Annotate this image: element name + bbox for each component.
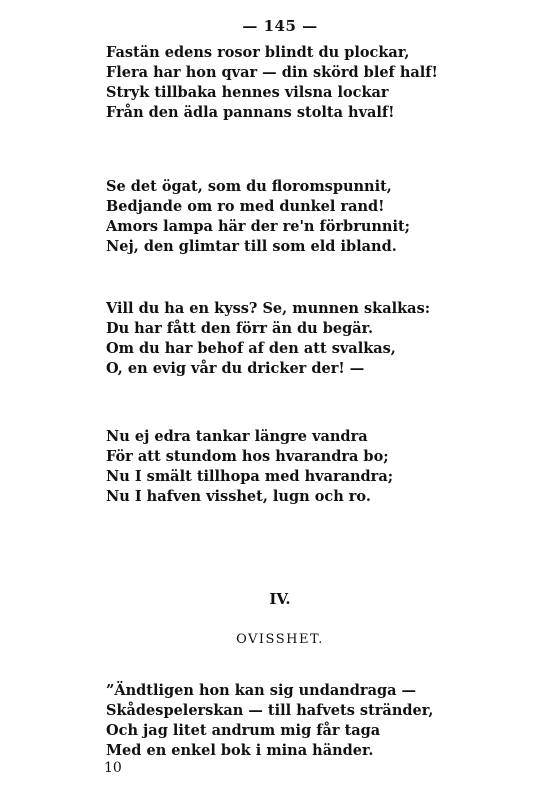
verse-line: Flera har hon qvar — din skörd blef half! — [106, 64, 438, 81]
verse-line: Stryk tillbaka hennes vilsna lockar — [106, 84, 389, 101]
section-title: OVISSHET. — [236, 632, 324, 647]
verse-line: Nu ej edra tankar längre vandra — [106, 428, 368, 445]
verse-line: Från den ädla pannans stolta hvalf! — [106, 104, 395, 121]
verse-line: Om du har behof af den att svalkas, — [106, 340, 396, 357]
verse-line: Bedjande om ro med dunkel rand! — [106, 198, 385, 215]
section-numeral: IV. — [269, 590, 291, 608]
verse-line: O, en evig vår du dricker der! — — [106, 360, 365, 377]
signature-mark: 10 — [104, 760, 122, 776]
verse-line: Fastän edens rosor blindt du plockar, — [106, 44, 410, 61]
verse-line: För att stundom hos hvarandra bo; — [106, 448, 389, 465]
stanza — [106, 681, 476, 761]
verse-line: Nu I hafven visshet, lugn och ro. — [106, 488, 371, 505]
verse-line: Nu I smält tillhopa med hvarandra; — [106, 468, 394, 485]
verse-line: Se det ögat, som du floromspunnit, — [106, 178, 392, 195]
verse-line: Med en enkel bok i mina händer. — [106, 742, 374, 759]
stanza — [106, 427, 476, 507]
verse-line: Nej, den glimtar till som eld ibland. — [106, 238, 397, 255]
stanza — [106, 177, 476, 257]
verse-line: Skådespelerskan — till hafvets stränder, — [106, 702, 434, 719]
page-number: — 145 — — [242, 17, 318, 35]
stanza — [106, 299, 476, 379]
verse-line: Vill du ha en kyss? Se, munnen skalkas: — [106, 300, 431, 317]
verse-line: Du har fått den förr än du begär. — [106, 320, 374, 337]
verse-line: Amors lampa här der re'n förbrunnit; — [106, 218, 411, 235]
verse-line: ”Ändtligen hon kan sig undandraga — — [106, 682, 417, 699]
stanza — [106, 43, 476, 123]
verse-line: Och jag litet andrum mig får taga — [106, 722, 381, 739]
